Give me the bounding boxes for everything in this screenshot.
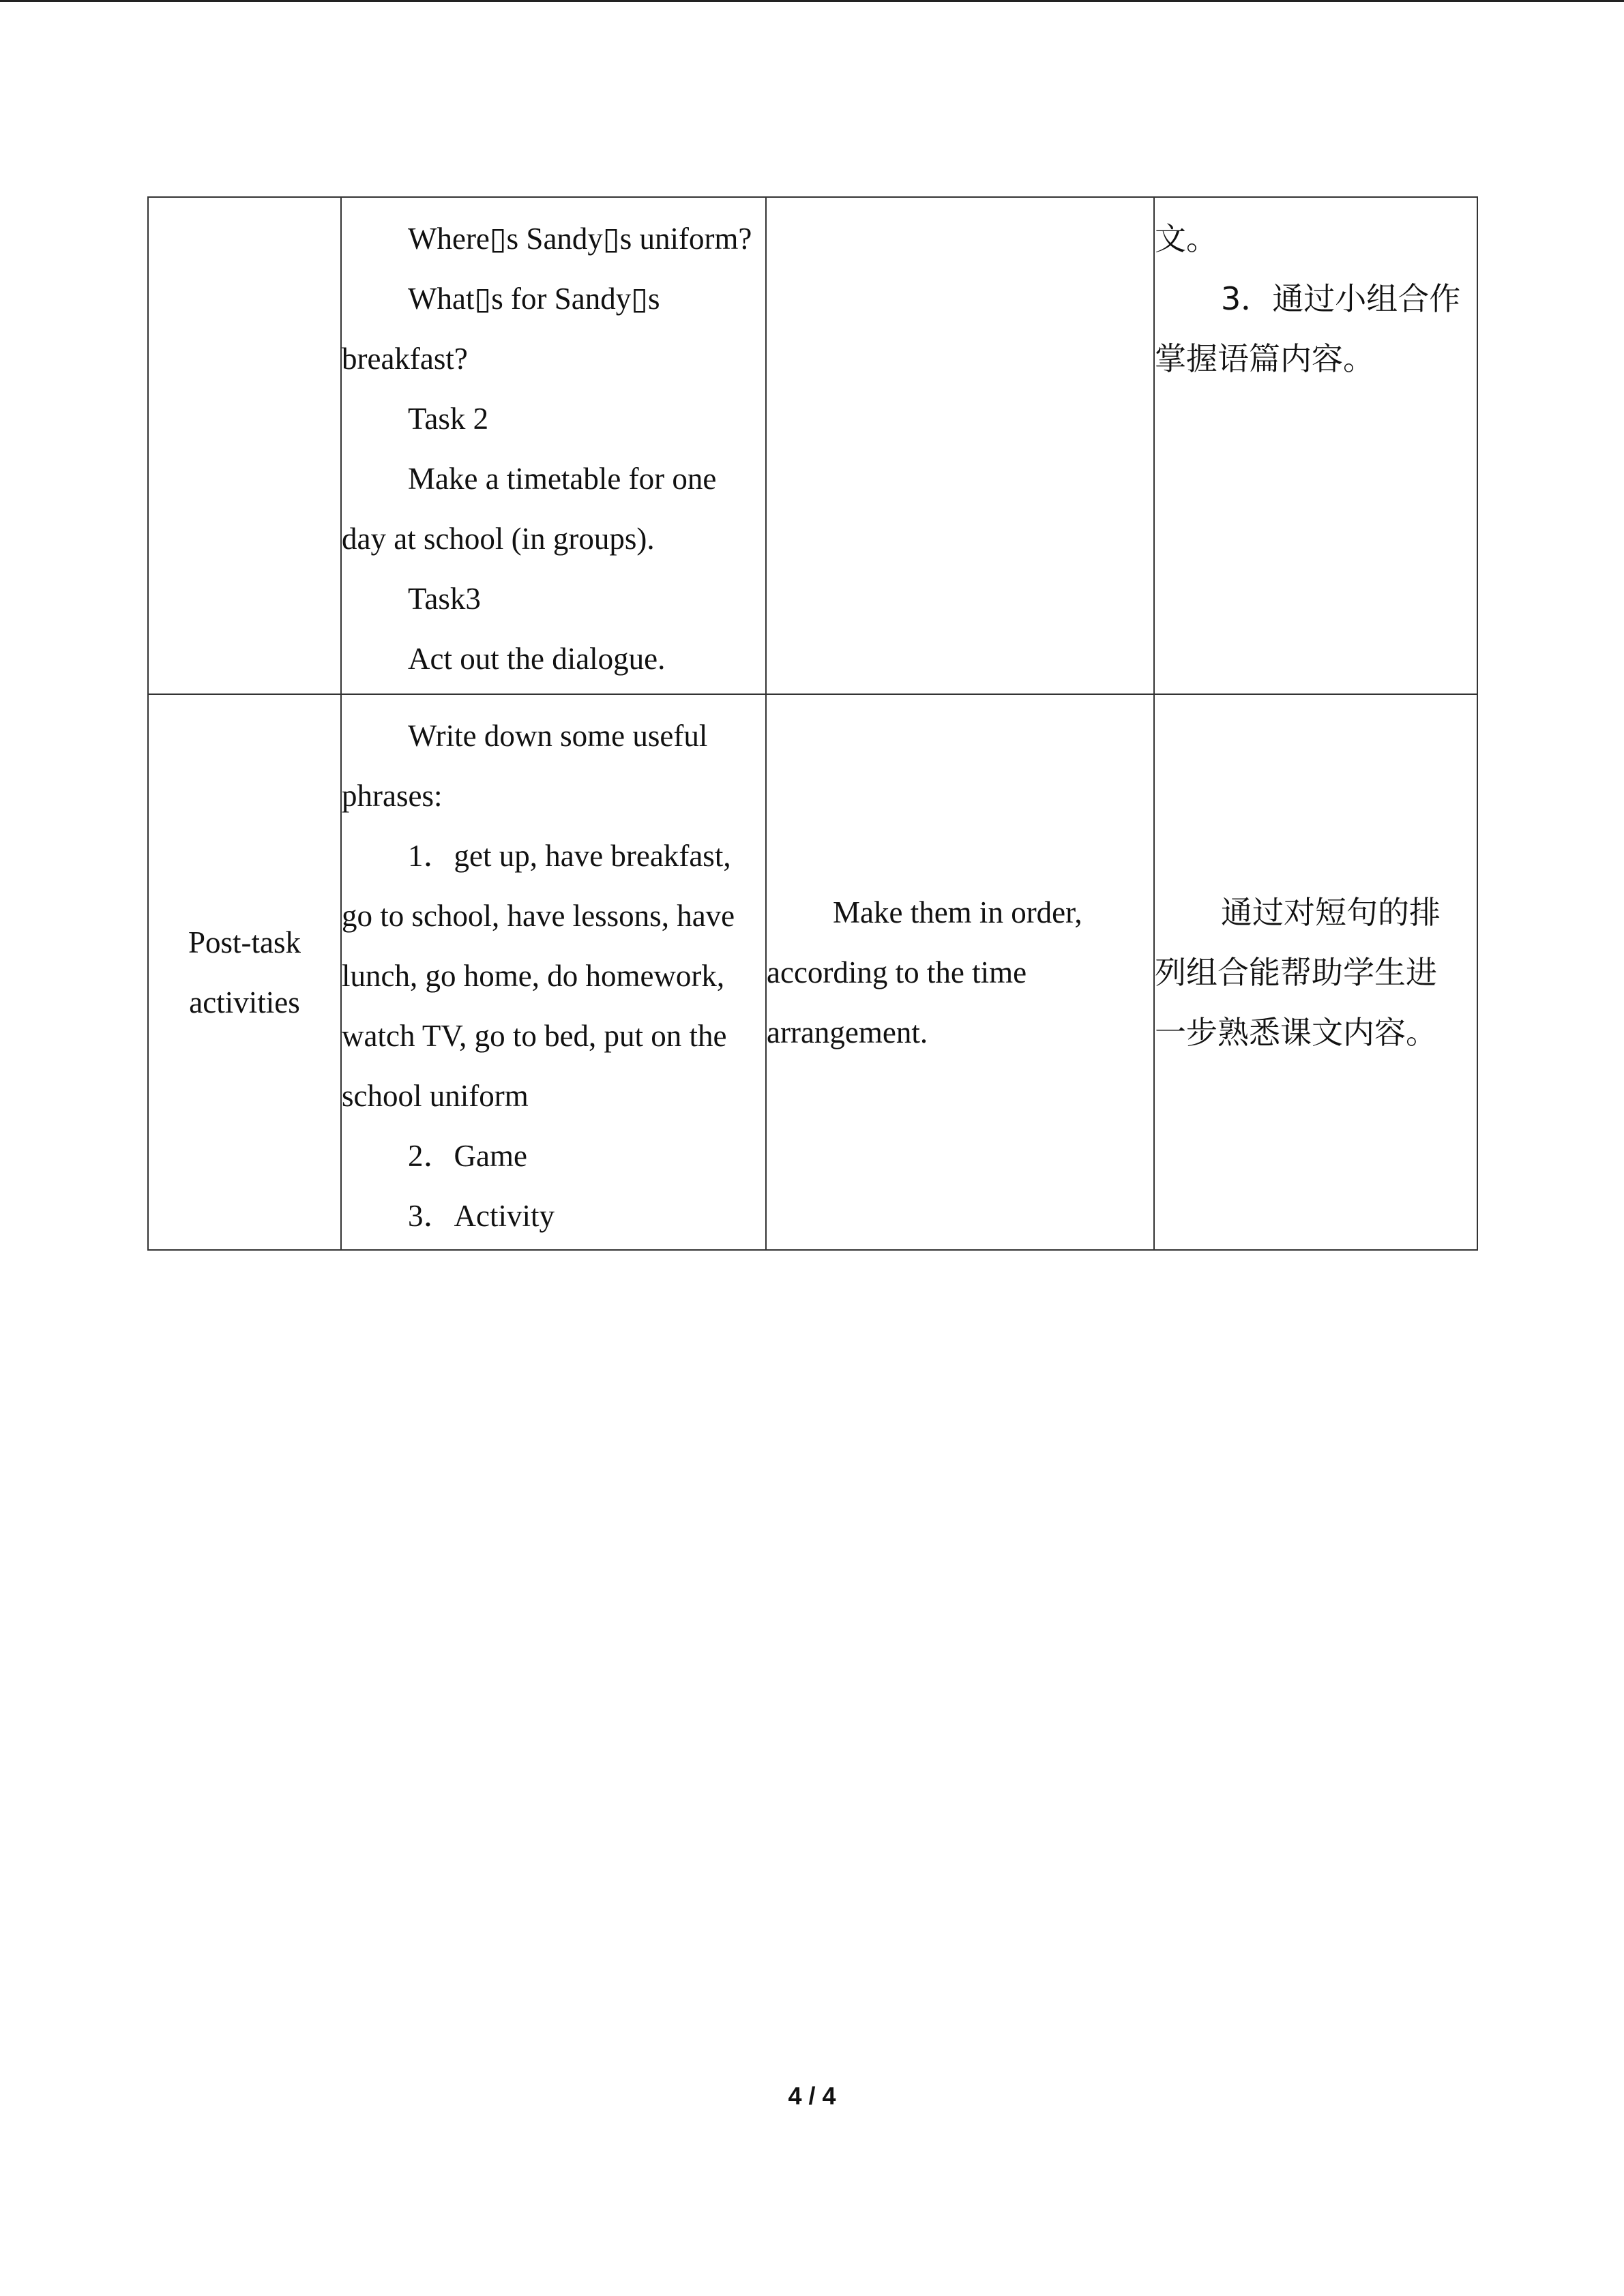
lesson-plan-table xyxy=(147,196,1478,1251)
task-line: lunch, go home, do homework, xyxy=(342,959,725,993)
task-line: breakfast? xyxy=(342,342,468,376)
activity-line: Make them in order, xyxy=(833,895,1082,929)
page-top-rule xyxy=(0,0,1624,2)
stage-line: activities xyxy=(189,985,300,1019)
task-line: phrases: xyxy=(342,779,443,813)
activity-cell xyxy=(766,694,1154,1250)
aim-cell xyxy=(1154,197,1477,694)
aim-line: 通过对短句的排 xyxy=(1221,893,1441,931)
task-line: Where▯s Sandy▯s uniform? xyxy=(408,222,752,256)
aim-cell xyxy=(1154,694,1477,1250)
table-row xyxy=(148,694,1477,1250)
aim-line: 掌握语篇内容。 xyxy=(1155,340,1374,377)
activity-cell xyxy=(766,197,1154,694)
task-cell xyxy=(341,197,766,694)
stage-cell xyxy=(148,694,341,1250)
task-line: 1．get up, have breakfast, xyxy=(408,839,731,873)
task-line: school uniform xyxy=(342,1079,529,1113)
activity-line: arrangement. xyxy=(767,1015,928,1049)
activity-line: according to the time xyxy=(767,955,1027,989)
task-line: go to school, have lessons, have xyxy=(342,899,735,933)
task-line: Act out the dialogue. xyxy=(408,642,666,676)
aim-line: 一步熟悉课文内容。 xyxy=(1155,1013,1437,1051)
task-line: day at school (in groups). xyxy=(342,522,655,556)
stage-line: Post-task xyxy=(188,925,301,959)
aim-line: 列组合能帮助学生进 xyxy=(1155,953,1437,991)
aim-line: 文。 xyxy=(1155,220,1217,257)
task-line: watch TV, go to bed, put on the xyxy=(342,1019,727,1053)
task-line: 3．Activity xyxy=(408,1199,555,1233)
task-line: Task3 xyxy=(408,582,481,616)
page-number: 4 / 4 xyxy=(788,2082,836,2110)
aim-line: 3．通过小组合作 xyxy=(1221,280,1461,317)
table-row xyxy=(148,197,1477,694)
task-line: Make a timetable for one xyxy=(408,462,717,496)
task-line: What▯s for Sandy▯s xyxy=(408,282,660,316)
task-line: 2．Game xyxy=(408,1139,527,1173)
task-line: Write down some useful xyxy=(408,719,708,753)
task-cell xyxy=(341,694,766,1250)
stage-cell xyxy=(148,197,341,694)
task-line: Task 2 xyxy=(408,402,489,436)
